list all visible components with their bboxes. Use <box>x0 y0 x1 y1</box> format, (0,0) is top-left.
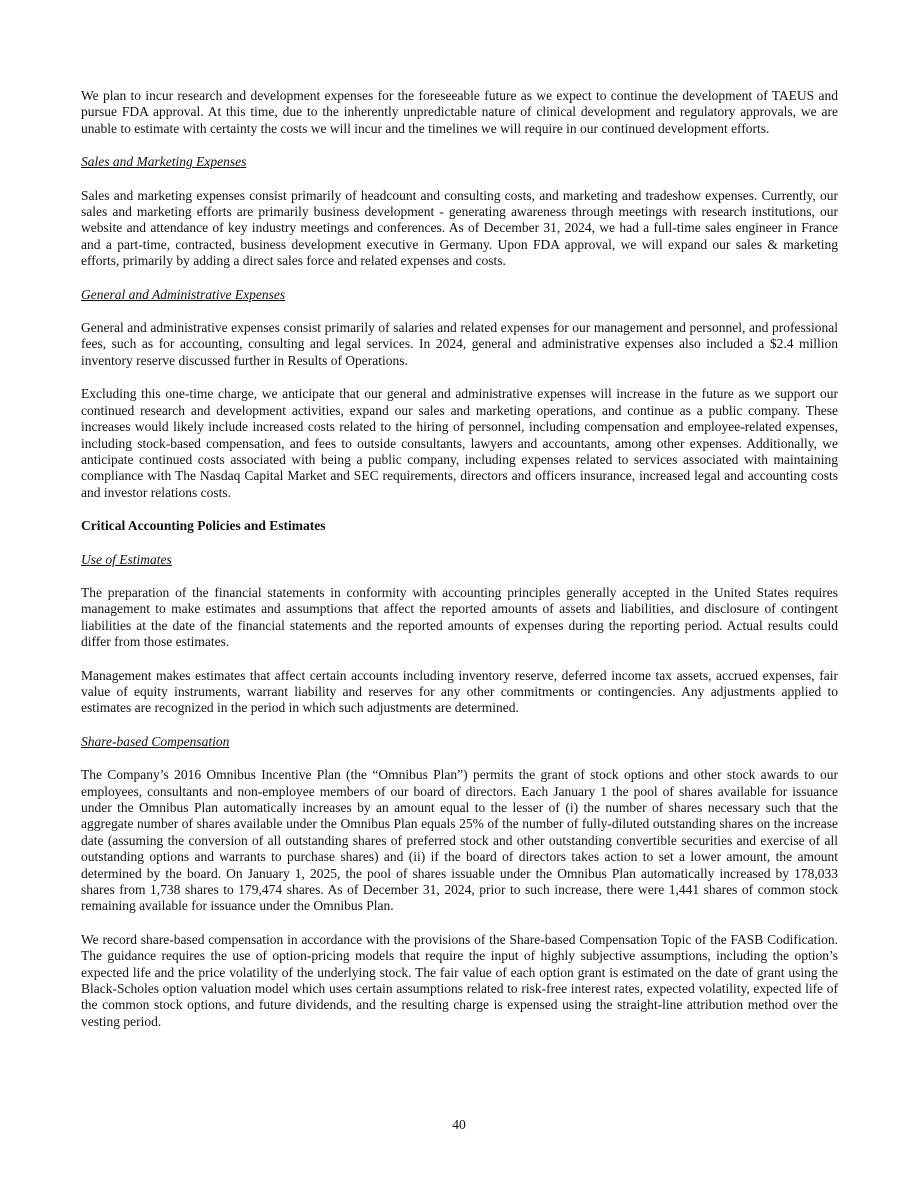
general-admin-paragraph-2: Excluding this one-time charge, we anticipate that our general and administrative expenses will increase in the future as we support our continued research and development activities, expand our sales and marketing operations, and continue as a public company. These increases would likely include increased costs related to the hiring of personnel, including compensation and employee-related expenses, including stock-based compensation, and fees to outside consultants, lawyers and accountants, among other expenses. Additionally, we anticipate continued costs associated with being a public company, including expenses related to services associated with maintaining compliance with The Nasdaq Capital Market and SEC requirements, directors and officers insurance, increased legal and accounting costs and investor relations costs. <box>81 386 838 500</box>
sales-marketing-heading: Sales and Marketing Expenses <box>81 154 247 170</box>
estimates-paragraph-2: Management makes estimates that affect certain accounts including inventory reserve, deferred income tax assets, accrued expenses, fair value of equity instruments, warrant liability and reserves for any other commitments or contingencies. Any adjustments applied to estimates are recognized in the period in which such adjustments are determined. <box>81 667 838 716</box>
sales-marketing-paragraph: Sales and marketing expenses consist primarily of headcount and consulting costs, and marketing and tradeshow expenses. Currently, our sales and marketing efforts are primarily business development - generating awareness through meetings with research institutions, our website and attendance of key industry meetings and conferences. As of December 31, 2024, we had a full-time sales engineer in France and a part-time, contracted, business development executive in Germany. Upon FDA approval, we will expand our sales & marketing efforts, primarily by adding a direct sales force and related expenses and costs. <box>81 187 838 269</box>
critical-accounting-heading: Critical Accounting Policies and Estimates <box>81 518 326 534</box>
use-of-estimates-heading: Use of Estimates <box>81 551 172 567</box>
page-number: 40 <box>452 1117 466 1132</box>
share-based-comp-heading: Share-based Compensation <box>81 733 230 749</box>
estimates-paragraph-1: The preparation of the financial statements in conformity with accounting principles generally accepted in the United States requires management to make estimates and assumptions that affect the reported amounts of assets and liabilities, and disclosure of contingent liabilities at the date of the financial statements and the reported amounts of expenses during the reporting period. Actual results could differ from those estimates. <box>81 584 838 650</box>
document-page <box>81 88 838 1047</box>
general-admin-heading: General and Administrative Expenses <box>81 286 286 302</box>
general-admin-paragraph-1: General and administrative expenses consist primarily of salaries and related expenses for our management and personnel, and professional fees, such as for accounting, consulting and legal services. In 2024, general and administrative expenses also included a $2.4 million inventory reserve discussed further in Results of Operations. <box>81 320 838 368</box>
rd-paragraph: We plan to incur research and development expenses for the foreseeable future as we expect to continue the development of TAEUS and pursue FDA approval. At this time, due to the inherently unpredictable nature of clinical development and regulatory approvals, we are unable to estimate with certainty the costs we will incur and the timelines we will require in our continued development efforts. <box>81 88 838 136</box>
share-based-paragraph-2: We record share-based compensation in accordance with the provisions of the Share-based Compensation Topic of the FASB Codification. The guidance requires the use of option-pricing models that require the input of highly subjective assumptions, including the option’s expected life and the price volatility of the underlying stock. The fair value of each option grant is estimated on the date of grant using the Black-Scholes option valuation model which uses certain assumptions related to risk-free interest rates, expected volatility, expected life of the common stock options, and future dividends, and the resulting charge is expensed using the straight-line attribution method over the vesting period. <box>81 931 838 1029</box>
share-based-paragraph-1: The Company’s 2016 Omnibus Incentive Plan (the “Omnibus Plan”) permits the grant of stock options and other stock awards to our employees, consultants and non-employee members of our board of directors. Each January 1 the pool of shares available for issuance under the Omnibus Plan automatically increases by an amount equal to the lesser of (i) the number of shares necessary such that the aggregate number of shares available under the Omnibus Plan equals 25% of the number of fully-diluted outstanding shares on the increase date (assuming the conversion of all outstanding shares of preferred stock and other outstanding convertible securities and exercise of all outstanding options and warrants to purchase shares) and (ii) if the board of directors takes action to set a lower amount, the amount determined by the board. On January 1, 2025, the pool of shares issuable under the Omnibus Plan automatically increased by 178,033 shares from 1,738 shares to 179,474 shares. As of December 31, 2024, prior to such increase, there were 1,441 shares of common stock remaining available for issuance under the Omnibus Plan. <box>81 767 838 914</box>
